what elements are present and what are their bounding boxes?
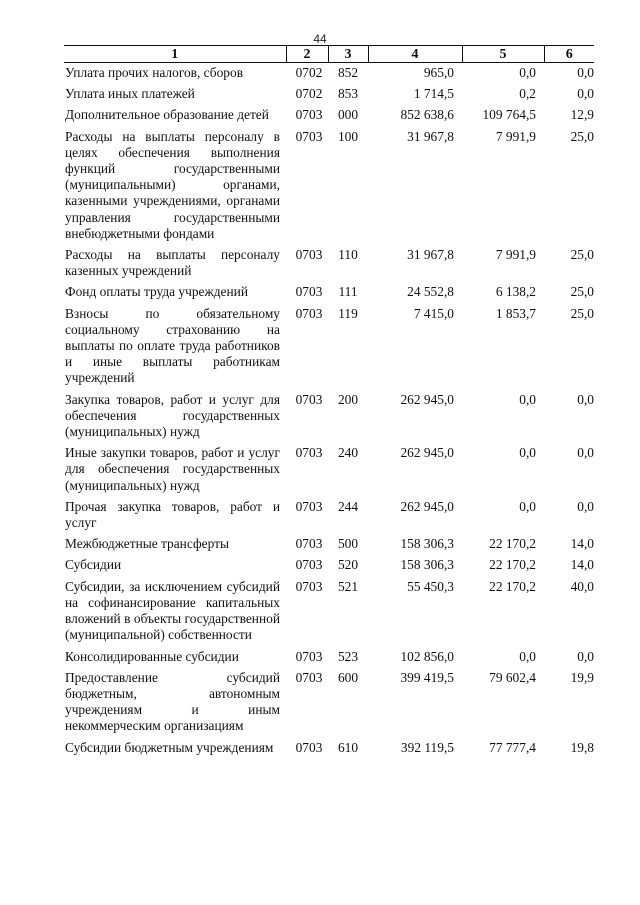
table-row [64, 304, 594, 390]
row-execution-percent: 0,0 [577, 391, 594, 407]
row-expense-type-code: 520 [337, 557, 359, 573]
row-execution-percent: 0,0 [577, 86, 594, 102]
row-executed-amount: 0,0 [519, 445, 536, 461]
row-execution-percent: 0,0 [577, 65, 594, 80]
table-row [64, 577, 594, 647]
row-section-code: 0703 [295, 739, 323, 755]
row-expense-type-code: 110 [338, 247, 358, 263]
table-row [64, 84, 594, 105]
row-name: Субсидии бюджетным учреждениям [65, 739, 274, 755]
row-section-code: 0703 [295, 445, 323, 461]
row-executed-amount: 0,0 [519, 65, 536, 80]
row-execution-percent: 25,0 [570, 247, 594, 263]
table-body [64, 63, 594, 759]
row-planned-amount: 31 967,8 [407, 128, 454, 144]
row-section-code: 0703 [295, 669, 323, 685]
row-executed-amount: 109 764,5 [482, 107, 536, 123]
table-row [64, 282, 594, 303]
row-name: Предоставление субсидий бюджетным, автономным учреждениям и иным некоммерческим организациям [65, 669, 280, 734]
header-col-5: 5 [462, 46, 544, 63]
header-col-6: 6 [544, 46, 594, 63]
row-planned-amount: 102 856,0 [400, 648, 454, 664]
row-execution-percent: 25,0 [570, 305, 594, 321]
row-expense-type-code: 000 [337, 107, 359, 123]
row-expense-type-code: 111 [338, 284, 358, 300]
row-executed-amount: 22 170,2 [489, 578, 536, 594]
table-row [64, 245, 594, 282]
row-name: Иные закупки товаров, работ и услуг для обеспечения государственных (муниципальных) нужд [65, 445, 280, 493]
row-executed-amount: 22 170,2 [489, 557, 536, 573]
header-col-3: 3 [328, 46, 368, 63]
row-section-code: 0703 [295, 648, 323, 664]
row-planned-amount: 158 306,3 [400, 557, 454, 573]
row-executed-amount: 1 853,7 [495, 305, 536, 321]
row-planned-amount: 31 967,8 [407, 247, 454, 263]
row-name: Взносы по обязательному социальному страхованию на выплаты по оплате труда работников и иные выплаты работникам учреждений [65, 305, 280, 386]
row-execution-percent: 12,9 [570, 107, 594, 123]
row-name: Уплата прочих налогов, сборов [65, 65, 244, 80]
header-col-2: 2 [286, 46, 328, 63]
row-executed-amount: 79 602,4 [489, 669, 536, 685]
row-expense-type-code: 853 [337, 86, 359, 102]
table-row [64, 497, 594, 534]
row-name: Расходы на выплаты персоналу в целях обеспечения выполнения функций государственными (муниципальными) органами, казенными учреждениями, органами управления государственными внебюджетными фондами [65, 128, 280, 241]
row-executed-amount: 0,0 [519, 391, 536, 407]
table-row [64, 63, 594, 85]
table-row [64, 390, 594, 444]
row-planned-amount: 392 119,5 [400, 739, 454, 755]
header-col-1: 1 [64, 46, 286, 63]
row-expense-type-code: 244 [337, 498, 359, 514]
row-planned-amount: 262 945,0 [400, 391, 454, 407]
row-section-code: 0703 [295, 305, 323, 321]
table-row [64, 443, 594, 497]
row-executed-amount: 77 777,4 [489, 739, 536, 755]
row-executed-amount: 0,2 [519, 86, 536, 102]
row-execution-percent: 14,0 [570, 557, 594, 573]
row-planned-amount: 262 945,0 [400, 498, 454, 514]
row-section-code: 0703 [295, 284, 323, 300]
row-name: Расходы на выплаты персоналу казенных учреждений [65, 247, 280, 279]
table-row [64, 647, 594, 668]
row-name: Закупка товаров, работ и услуг для обеспечения государственных (муниципальных) нужд [65, 391, 280, 440]
table-row [64, 668, 594, 738]
row-execution-percent: 19,8 [570, 739, 594, 755]
table-row [64, 105, 594, 126]
row-section-code: 0703 [295, 391, 323, 407]
row-expense-type-code: 119 [338, 305, 358, 321]
row-section-code: 0703 [295, 107, 323, 123]
row-execution-percent: 25,0 [570, 284, 594, 300]
header-row [64, 46, 594, 63]
row-executed-amount: 0,0 [519, 498, 536, 514]
row-expense-type-code: 852 [337, 65, 359, 80]
row-execution-percent: 19,9 [570, 669, 594, 685]
row-expense-type-code: 610 [337, 739, 359, 755]
row-section-code: 0703 [295, 557, 323, 573]
row-planned-amount: 399 419,5 [400, 669, 454, 685]
row-name: Дополнительное образование детей [65, 107, 269, 123]
header-col-4: 4 [368, 46, 462, 63]
row-executed-amount: 0,0 [519, 648, 536, 664]
row-section-code: 0703 [295, 536, 323, 552]
budget-table-container [64, 45, 594, 759]
row-executed-amount: 22 170,2 [489, 536, 536, 552]
row-section-code: 0702 [295, 86, 323, 102]
row-executed-amount: 6 138,2 [495, 284, 536, 300]
row-execution-percent: 0,0 [577, 498, 594, 514]
row-expense-type-code: 600 [337, 669, 359, 685]
row-execution-percent: 0,0 [577, 445, 594, 461]
table-row [64, 555, 594, 576]
row-name: Фонд оплаты труда учреждений [65, 284, 249, 300]
row-expense-type-code: 500 [337, 536, 359, 552]
budget-table [64, 45, 594, 759]
row-planned-amount: 852 638,6 [400, 107, 454, 123]
row-section-code: 0703 [295, 247, 323, 263]
row-name: Прочая закупка товаров, работ и услуг [65, 498, 280, 531]
row-execution-percent: 14,0 [570, 536, 594, 552]
page-number: 44 [313, 32, 327, 46]
row-expense-type-code: 200 [337, 391, 359, 407]
row-executed-amount: 7 991,9 [495, 247, 536, 263]
row-name: Консолидированные субсидии [65, 648, 239, 664]
row-section-code: 0703 [295, 578, 323, 594]
row-executed-amount: 7 991,9 [495, 128, 536, 144]
row-planned-amount: 55 450,3 [407, 578, 454, 594]
row-execution-percent: 40,0 [570, 578, 594, 594]
table-header [64, 46, 594, 63]
row-expense-type-code: 240 [337, 445, 359, 461]
row-name: Субсидии, за исключением субсидий на софинансирование капитальных вложений в объекты государственной (муниципальной) собственности [65, 578, 280, 643]
row-name: Субсидии [65, 557, 122, 573]
row-expense-type-code: 523 [337, 648, 359, 664]
table-row [64, 534, 594, 555]
row-expense-type-code: 521 [337, 578, 359, 594]
row-section-code: 0703 [295, 128, 323, 144]
row-execution-percent: 25,0 [570, 128, 594, 144]
row-planned-amount: 24 552,8 [407, 284, 454, 300]
row-name: Межбюджетные трансферты [65, 536, 229, 552]
table-row [64, 127, 594, 245]
row-planned-amount: 262 945,0 [400, 445, 454, 461]
row-planned-amount: 158 306,3 [400, 536, 454, 552]
row-planned-amount: 1 714,5 [413, 86, 454, 102]
row-section-code: 0703 [295, 498, 323, 514]
row-section-code: 0702 [295, 65, 323, 80]
row-name: Уплата иных платежей [65, 86, 195, 102]
table-row [64, 738, 594, 759]
row-execution-percent: 0,0 [577, 648, 594, 664]
row-expense-type-code: 100 [337, 128, 359, 144]
row-planned-amount: 965,0 [423, 65, 454, 80]
row-planned-amount: 7 415,0 [413, 305, 454, 321]
